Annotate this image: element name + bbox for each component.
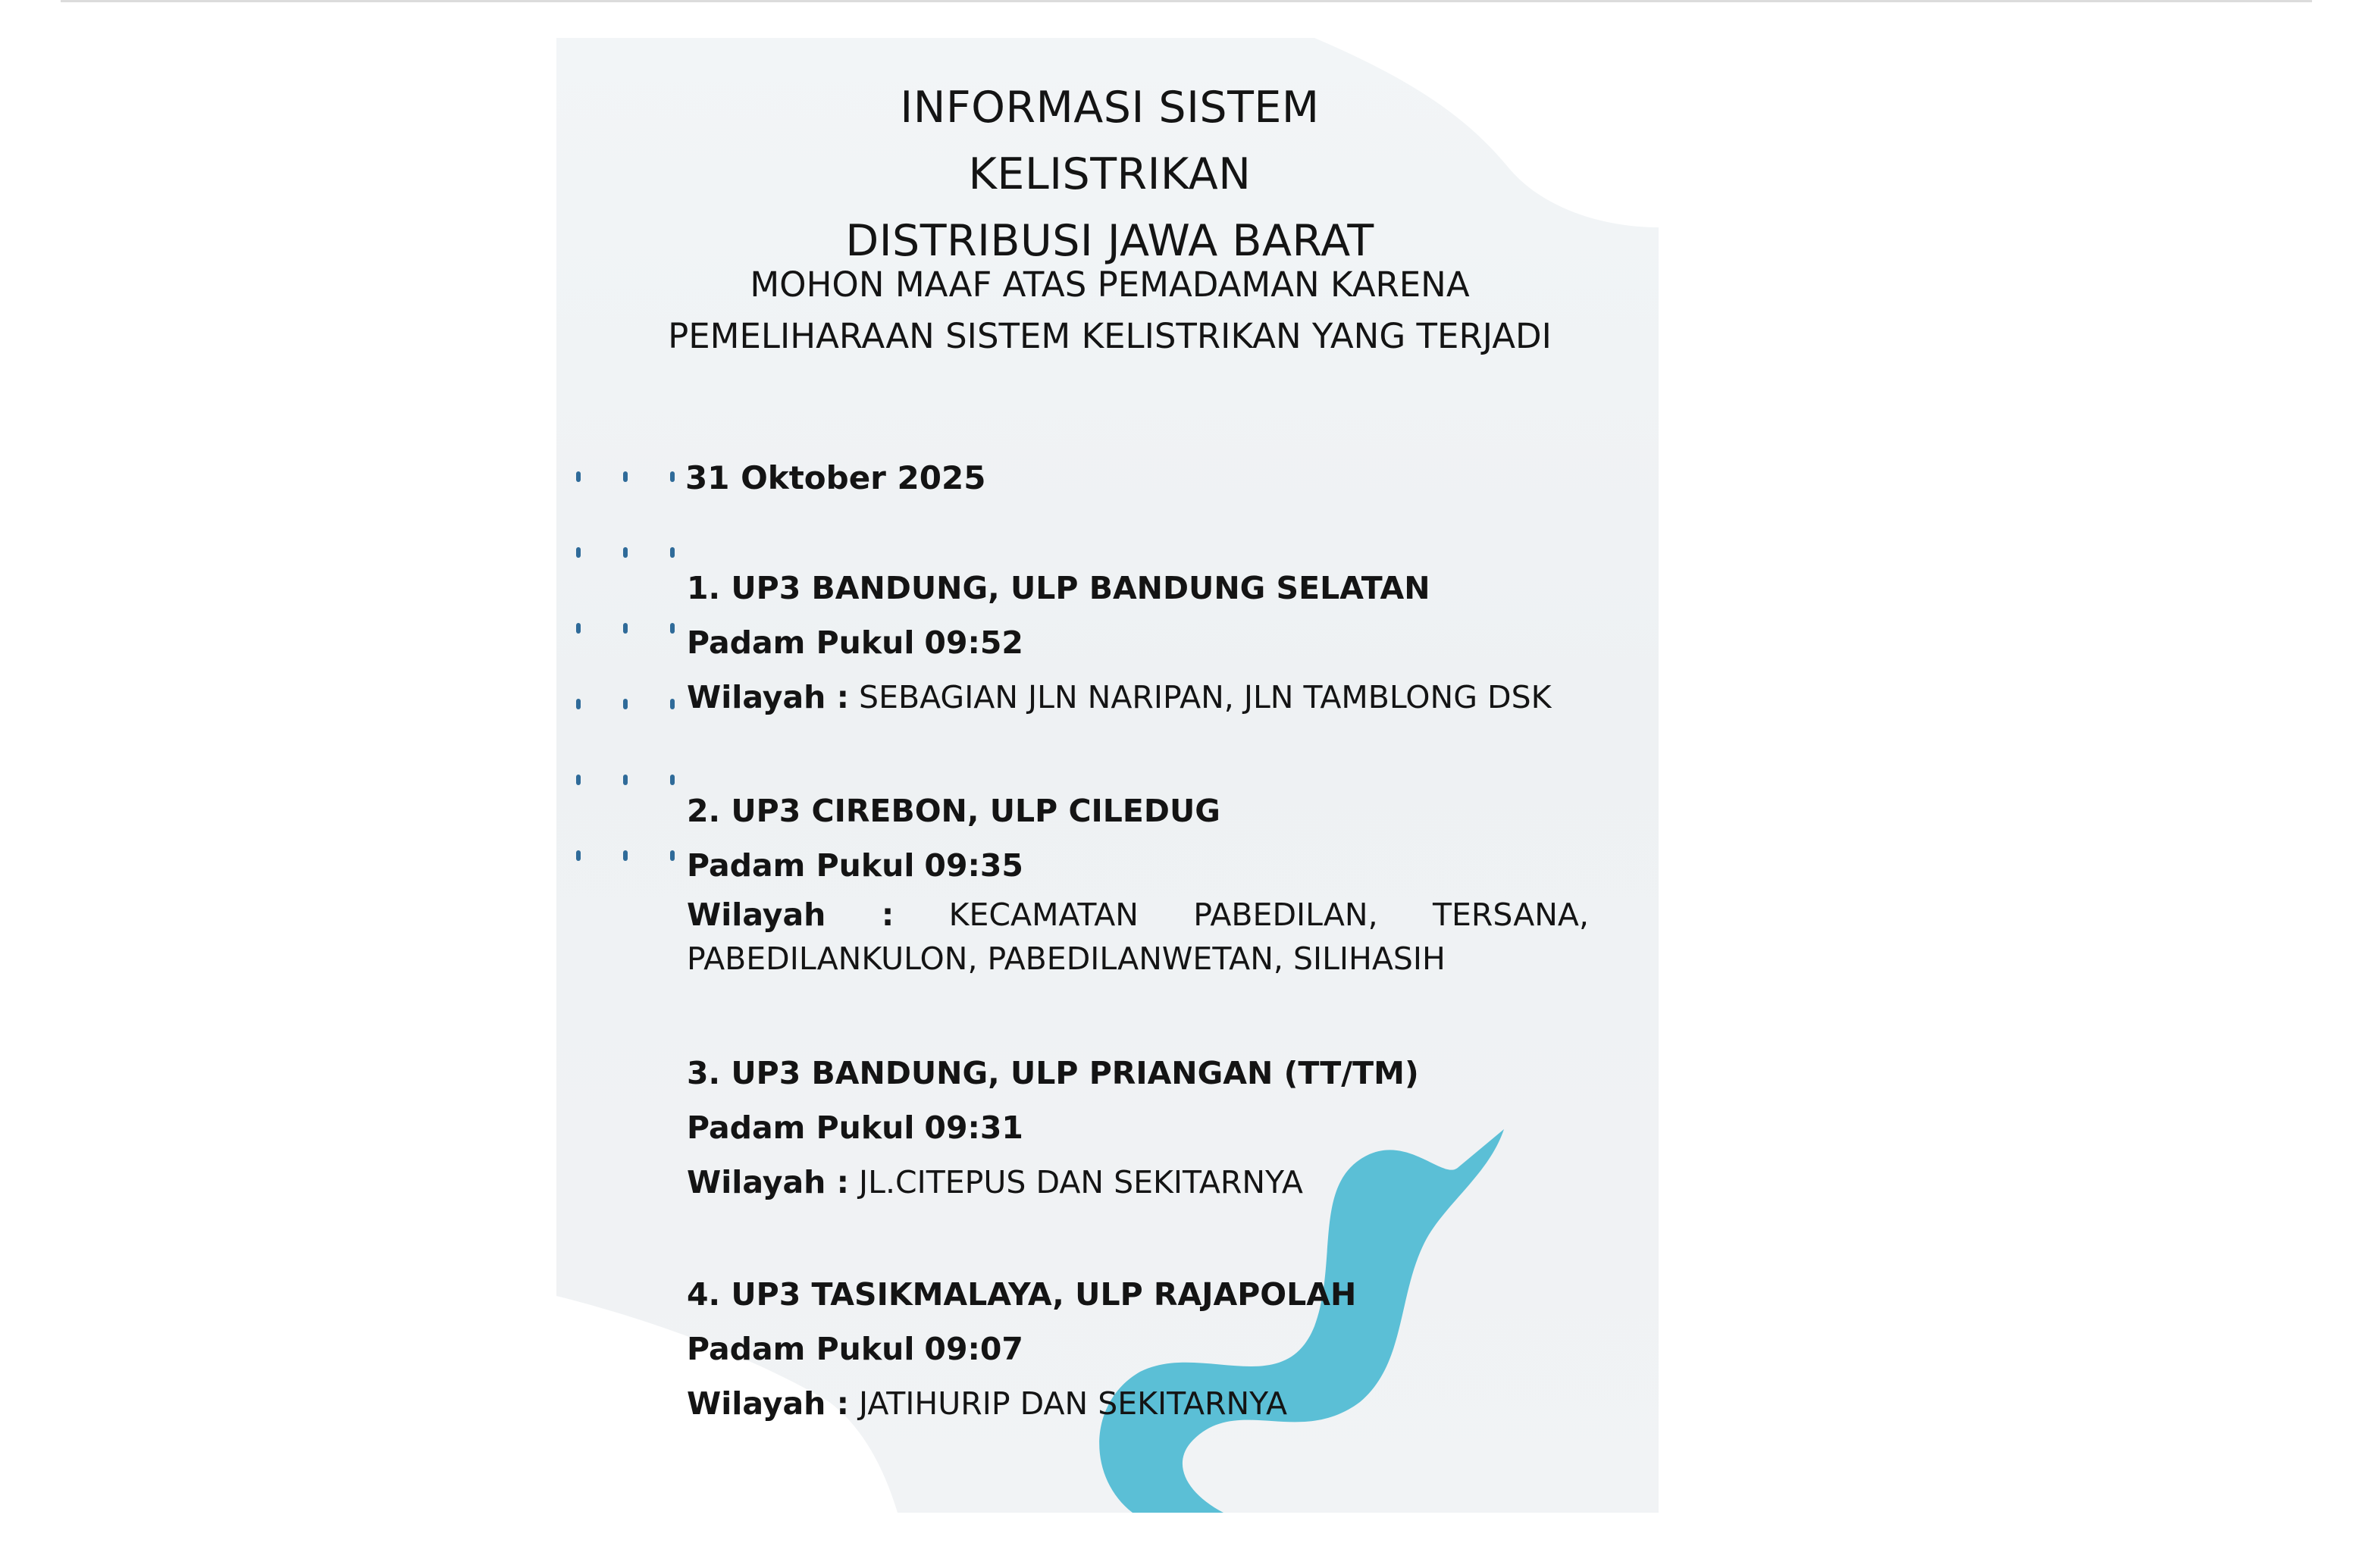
dot [576, 699, 581, 709]
title-line-2: DISTRIBUSI JAWA BARAT [845, 216, 1374, 266]
dot-row [576, 850, 690, 865]
subtitle-line-1: MOHON MAAF ATAS PEMADAMAN KARENA [750, 264, 1470, 305]
dot [670, 471, 675, 482]
outage-entry-4 [687, 1267, 1589, 1431]
dot [670, 623, 675, 634]
outage-area: JATIHURIP DAN SEKITARNYA [859, 1385, 1288, 1422]
dot-row [576, 775, 690, 790]
padam-label: Padam Pukul [687, 847, 915, 884]
top-edge-strip [61, 0, 2312, 2]
padam-label: Padam Pukul [687, 624, 915, 661]
dot [623, 850, 628, 861]
entry-area-line [687, 893, 1589, 981]
dot [670, 850, 675, 861]
dot-row [576, 547, 690, 562]
poster-subtitle [647, 259, 1572, 362]
outage-time: 09:31 [924, 1109, 1023, 1146]
entry-time-line [687, 615, 1589, 670]
entry-time-line [687, 1100, 1589, 1155]
dot [576, 471, 581, 482]
wilayah-label: Wilayah : [687, 1164, 849, 1200]
dot [670, 775, 675, 785]
outage-notice-poster [556, 38, 1659, 1513]
dot [576, 775, 581, 785]
outage-time: 09:52 [924, 624, 1023, 661]
notice-date: 31 Oktober 2025 [685, 459, 986, 496]
wilayah-label: Wilayah : [687, 679, 849, 715]
dot [670, 699, 675, 709]
dot [623, 775, 628, 785]
padam-label: Padam Pukul [687, 1331, 915, 1367]
outage-area: SEBAGIAN JLN NARIPAN, JLN TAMBLONG DSK [859, 679, 1552, 715]
entry-time-line [687, 838, 1589, 893]
dot [623, 623, 628, 634]
outage-entry-1 [687, 561, 1589, 725]
outage-time: 09:35 [924, 847, 1023, 884]
wilayah-label: Wilayah : [687, 1385, 849, 1422]
entry-title: 4. UP3 TASIKMALAYA, ULP RAJAPOLAH [687, 1276, 1357, 1313]
entry-area-line [687, 670, 1589, 725]
outage-area: JL.CITEPUS DAN SEKITARNYA [859, 1164, 1303, 1200]
wilayah-label: Wilayah : [687, 897, 894, 933]
dot [576, 623, 581, 634]
entry-area-line [687, 1376, 1589, 1431]
outage-time: 09:07 [924, 1331, 1023, 1367]
entry-title: 2. UP3 CIREBON, ULP CILEDUG [687, 793, 1220, 829]
outage-entry-3 [687, 1046, 1589, 1210]
outage-entry-2 [687, 784, 1589, 981]
padam-label: Padam Pukul [687, 1109, 915, 1146]
title-line-1: INFORMASI SISTEM KELISTRIKAN [900, 83, 1320, 199]
entry-area-line [687, 1155, 1589, 1210]
dot-row [576, 471, 690, 487]
dot [576, 547, 581, 558]
dot [576, 850, 581, 861]
dot-row [576, 623, 690, 638]
poster-title [784, 74, 1436, 274]
entry-title: 1. UP3 BANDUNG, ULP BANDUNG SELATAN [687, 570, 1430, 606]
dot [670, 547, 675, 558]
outage-area: KECAMATAN PABEDILAN, TERSANA, PABEDILANKULON, PABEDILANWETAN, SILIHASIH [687, 897, 1589, 977]
entry-title: 3. UP3 BANDUNG, ULP PRIANGAN (TT/TM) [687, 1055, 1419, 1091]
entry-time-line [687, 1322, 1589, 1376]
subtitle-line-2: PEMELIHARAAN SISTEM KELISTRIKAN YANG TERJADI [668, 316, 1552, 356]
dot [623, 699, 628, 709]
dot-row [576, 699, 690, 714]
dot [623, 547, 628, 558]
dot [623, 471, 628, 482]
